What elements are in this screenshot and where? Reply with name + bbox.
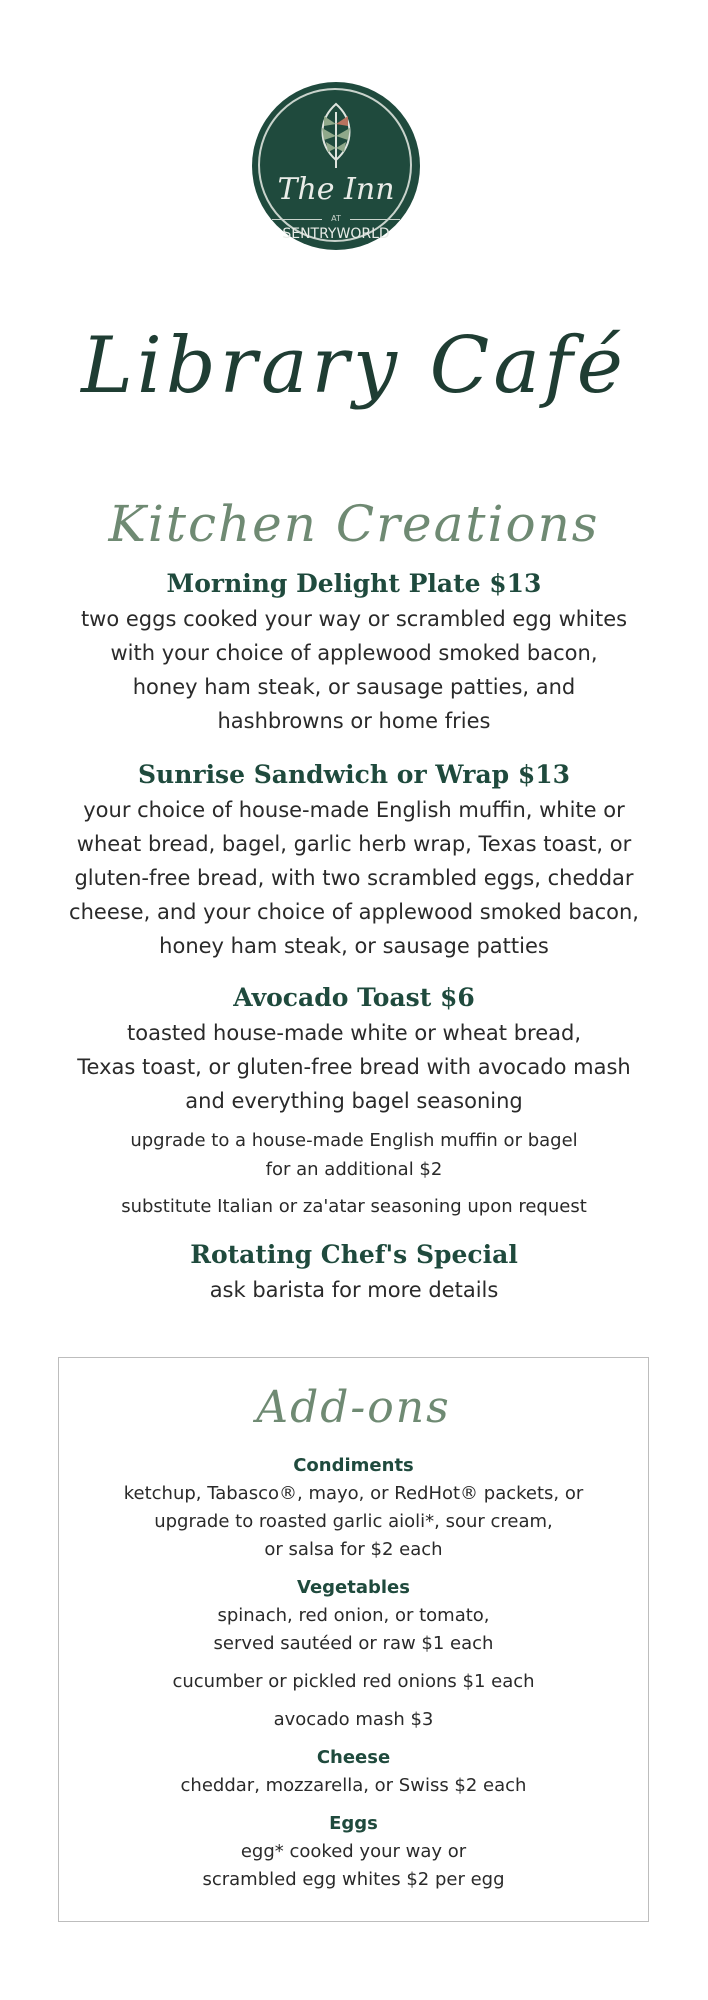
- addon-line: cheddar, mozzarella, or Swiss $2 each: [180, 1775, 527, 1796]
- addon-line: scrambled egg whites $2 per egg: [202, 1869, 505, 1890]
- item-desc-line: and everything bagel seasoning: [185, 1089, 523, 1113]
- item-note-line: substitute Italian or za'atar seasoning upon request: [121, 1196, 587, 1217]
- addon-heading-eggs: Eggs: [329, 1813, 378, 1834]
- item-note-line: upgrade to a house-made English muffin or bagel: [130, 1130, 578, 1151]
- addon-line: spinach, red onion, or tomato,: [217, 1605, 490, 1626]
- item-note-line: for an additional $2: [265, 1159, 443, 1180]
- item-desc-line: ask barista for more details: [209, 1278, 499, 1302]
- addons-title: Add-ons: [256, 1382, 451, 1433]
- menu-item-avocado-toast: [60, 980, 648, 1221]
- item-desc-line: wheat bread, bagel, garlic herb wrap, Texas toast, or: [76, 832, 632, 856]
- item-desc-line: two eggs cooked your way or scrambled egg whites: [80, 607, 628, 631]
- menu-item-sunrise-sandwich: [60, 757, 648, 963]
- addon-heading-condiments: Condiments: [293, 1455, 414, 1476]
- logo-divider-right: [350, 219, 400, 220]
- addon-line: egg* cooked your way or: [240, 1841, 467, 1862]
- addon-line: served sautéed or raw $1 each: [213, 1633, 494, 1654]
- item-desc-line: hashbrowns or home fries: [217, 709, 491, 733]
- item-name: Avocado Toast $6: [233, 983, 475, 1012]
- addon-line: upgrade to roasted garlic aioli*, sour cream,: [154, 1511, 553, 1532]
- inn-logo: [252, 82, 420, 250]
- addons-list: [79, 1452, 628, 1894]
- addon-line: or salsa for $2 each: [264, 1539, 443, 1560]
- item-desc-line: with your choice of applewood smoked bacon,: [110, 641, 598, 665]
- section-title: Kitchen Creations: [108, 495, 600, 553]
- page-title: Library Café: [81, 321, 627, 411]
- item-name: Sunrise Sandwich or Wrap $13: [137, 760, 571, 789]
- addons-box: [58, 1357, 649, 1922]
- item-desc-line: Texas toast, or gluten-free bread with avocado mash: [77, 1055, 631, 1079]
- item-desc-line: your choice of house-made English muffin, white or: [83, 798, 625, 822]
- item-desc-line: cheese, and your choice of applewood smoked bacon,: [69, 900, 639, 924]
- menu-item-morning-delight: [60, 566, 648, 738]
- item-name: Rotating Chef's Special: [190, 1240, 518, 1269]
- addon-line: ketchup, Tabasco®, mayo, or RedHot® packets, or: [123, 1483, 584, 1504]
- item-desc-line: gluten-free bread, with two scrambled eggs, cheddar: [74, 866, 634, 890]
- addon-heading-cheese: Cheese: [316, 1747, 391, 1768]
- logo-subtitle: SENTRYWORLD: [282, 226, 390, 242]
- addon-line: avocado mash $3: [273, 1709, 434, 1730]
- item-desc-line: honey ham steak, or sausage patties: [159, 934, 549, 958]
- logo-name: The Inn: [277, 172, 395, 207]
- item-desc-line: honey ham steak, or sausage patties, and: [132, 675, 576, 699]
- item-desc-line: toasted house-made white or wheat bread,: [127, 1021, 581, 1045]
- menu-item-chefs-special: [60, 1237, 648, 1307]
- leaf-icon: [314, 102, 358, 172]
- addon-heading-vegetables: Vegetables: [297, 1577, 410, 1598]
- logo-at: AT: [331, 214, 341, 223]
- item-name: Morning Delight Plate $13: [166, 569, 542, 598]
- addon-line: cucumber or pickled red onions $1 each: [172, 1671, 535, 1692]
